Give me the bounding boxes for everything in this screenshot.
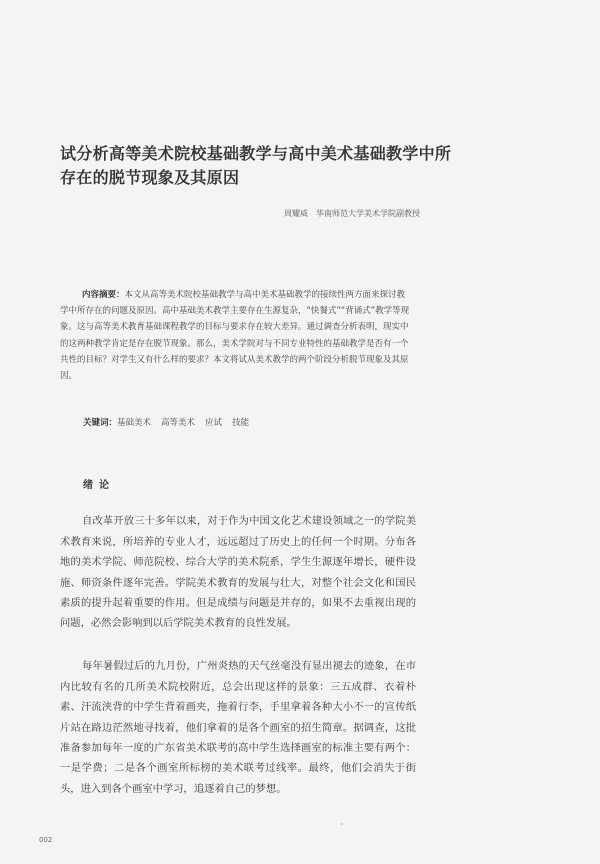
keyword: 技能 (232, 418, 250, 428)
author-name: 周耀威 (284, 209, 308, 218)
author-line (284, 208, 420, 219)
keywords (83, 416, 259, 428)
section-heading: 绪论 (83, 480, 115, 491)
body-paragraph: 自改革开放三十多年以来，对于作为中国文化艺术建设领域之一的学院美术教育来说，所培养的专业人才，远远超过了历史上的任何一个时期。分布各地的美术学院、师范院校、综合大学的美术院系，学生生源逐年增长，硬件设施、师资条件逐年完善。学院美术教育的发展与壮大，对整个社会文化和国民素质的提升起着重要的作用。但是成绩与问题是并存的，如果不去重视出现的问题，必然会影响到以后学院美术教育的良性发展。 (60, 515, 416, 630)
print-mark (341, 823, 343, 825)
abstract-label: 内容摘要： (82, 290, 125, 300)
article-title: 试分析高等美术院校基础教学与高中美术基础教学中所存在的脱节现象及其原因 (60, 144, 452, 187)
keyword: 高等美术 (161, 418, 196, 428)
keyword: 基础美术 (117, 418, 152, 428)
abstract (60, 287, 410, 384)
body-paragraph: 每年暑假过后的九月份，广州炎热的天气丝毫没有显出褪去的迹象，在市内比较有名的几所美术院校附近，总会出现这样的景象：三五成群、衣着朴素、汗流浃背的中学生背着画夹，拖着行李，手里拿着各种大小不一的宣传纸片站在路边茫然地寻找着，他们拿着的是各个画室的招生简章。据调查，这批准备参加每年一度的广东省美术联考的高中学生选择画室的标准主要有两个：一是学费；二是各个画室所标榜的美术联考过线率。最终，他们会消失于街头，进入到各个画室中学习，追逐着自己的梦想。 (60, 660, 416, 795)
keywords-label: 关键词： (83, 418, 118, 428)
author-affiliation: 华南师范大学美术学院副教授 (316, 209, 420, 218)
page-number: 002 (39, 836, 53, 844)
keyword: 应试 (205, 418, 223, 428)
abstract-text: 本文从高等美术院校基础教学与高中美术基础教学的接续性两方面来探讨教学中所存在的问题及原因。高中基础美术教学主要存在生源复杂，“快餐式”“背诵式”教学等现象。这与高等美术教育基础课程教学的目标与要求存在较大差异。通过调查分析表明，现实中的这两种教学肯定是存在脱节现象。那么，美术学院对与不同专业特性的基础教学是否有一个共性的目标？对学生又有什么样的要求？本文将试从美术教学的两个阶段分析脱节现象及其原因。 (60, 290, 410, 382)
